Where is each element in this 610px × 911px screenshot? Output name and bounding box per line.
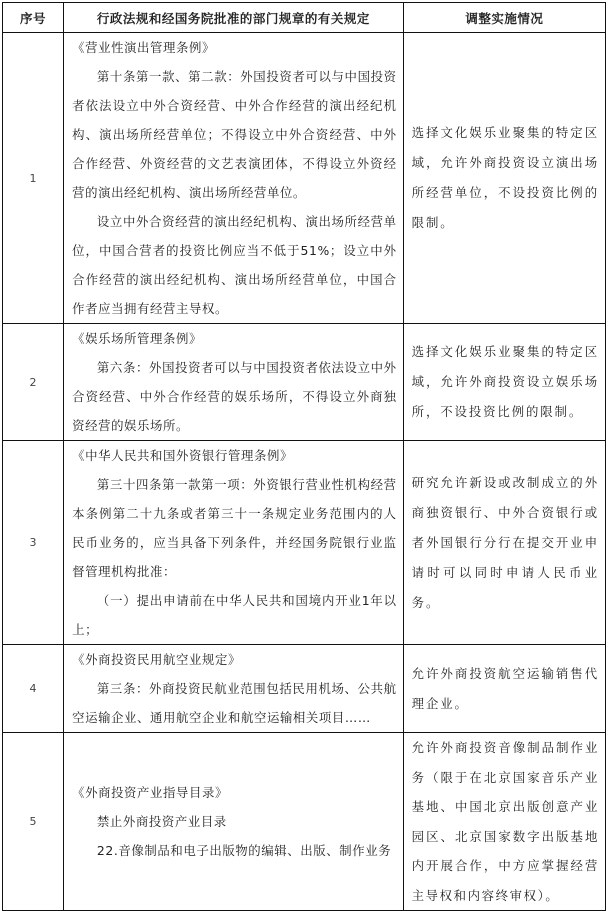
regulation-paragraph: 第三十四条第一款第一项：外资银行营业性机构经营本条例第二十九条或者第三十一条规定业务范围内的人民币业务的，应当具备下列条件，并经国务院银行业监督管理机构批准： — [72, 477, 397, 579]
table-body — [3, 33, 606, 911]
regulation-cell — [64, 33, 404, 324]
regulation-title: 《娱乐场所管理条例》 — [72, 331, 202, 346]
adjustment-cell: 选择文化娱乐业聚集的特定区域，允许外商投资设立娱乐场所，不设投资比例的限制。 — [403, 324, 605, 441]
table-row — [3, 441, 606, 645]
regulation-paragraph: 22.音像制品和电子出版物的编辑、出版、制作业务 — [96, 843, 392, 858]
table-row — [3, 324, 606, 441]
regulation-paragraph: 设立中外合资经营的演出经纪机构、演出场所经营单位，中国合营者的投资比例应当不低于51%；设立中外合作经营的演出经纪机构、演出场所经营单位，中国合作者应当拥有经营主导权。 — [72, 214, 397, 316]
regulation-cell — [64, 324, 404, 441]
regulation-cell — [64, 441, 404, 645]
table-header — [3, 3, 606, 33]
regulation-title: 《外商投资民用航空业规定》 — [72, 652, 241, 667]
header-row — [3, 3, 606, 33]
regulation-cell — [64, 733, 404, 911]
regulation-paragraph: 禁止外商投资产业目录 — [96, 814, 227, 829]
table-row — [3, 645, 606, 733]
table-row — [3, 33, 606, 324]
header-adjustment: 调整实施情况 — [403, 3, 605, 33]
regulation-title: 《外商投资产业指导目录》 — [72, 785, 228, 800]
regulation-cell — [64, 645, 404, 733]
regulation-title: 《营业性演出管理条例》 — [72, 40, 215, 55]
regulation-paragraph: 第三条：外商投资民航业范围包括民用机场、公共航空运输企业、通用航空企业和航空运输相关项目…… — [72, 681, 397, 725]
row-number: 2 — [3, 324, 64, 441]
adjustment-cell: 选择文化娱乐业聚集的特定区域，允许外商投资设立演出场所经营单位，不设投资比例的限制。 — [403, 33, 605, 324]
adjustment-cell: 允许外商投资音像制品制作业务（限于在北京国家音乐产业基地、中国北京出版创意产业园区、北京国家数字出版基地内开展合作，中方应掌握经营主导权和内容终审权）。 — [403, 733, 605, 911]
regulation-paragraph: 第六条：外国投资者可以与中国投资者依法设立中外合资经营、中外合作经营的娱乐场所，不得设立外商独资经营的娱乐场所。 — [72, 360, 397, 433]
adjustment-cell: 允许外商投资航空运输销售代理企业。 — [403, 645, 605, 733]
regulation-title: 《中华人民共和国外资银行管理条例》 — [72, 448, 293, 463]
header-number: 序号 — [3, 3, 64, 33]
row-number: 1 — [3, 33, 64, 324]
row-number: 3 — [3, 441, 64, 645]
header-regulation: 行政法规和经国务院批准的部门规章的有关规定 — [64, 3, 404, 33]
row-number: 5 — [3, 733, 64, 911]
table-row — [3, 733, 606, 911]
regulation-paragraph: （一）提出申请前在中华人民共和国境内开业1年以上； — [72, 593, 397, 637]
regulation-paragraph: 第十条第一款、第二款：外国投资者可以与中国投资者依法设立中外合资经营、中外合作经营的演出经纪机构、演出场所经营单位；不得设立中外合资经营、中外合作经营、外资经营的文艺表演团体，不得设立外资经营的演出经纪机构、演出场所经营单位。 — [72, 69, 397, 200]
regulation-adjustment-table — [2, 2, 606, 911]
adjustment-cell: 研究允许新设或改制成立的外商独资银行、中外合资银行或者外国银行分行在提交开业申请时可以同时申请人民币业务。 — [403, 441, 605, 645]
row-number: 4 — [3, 645, 64, 733]
